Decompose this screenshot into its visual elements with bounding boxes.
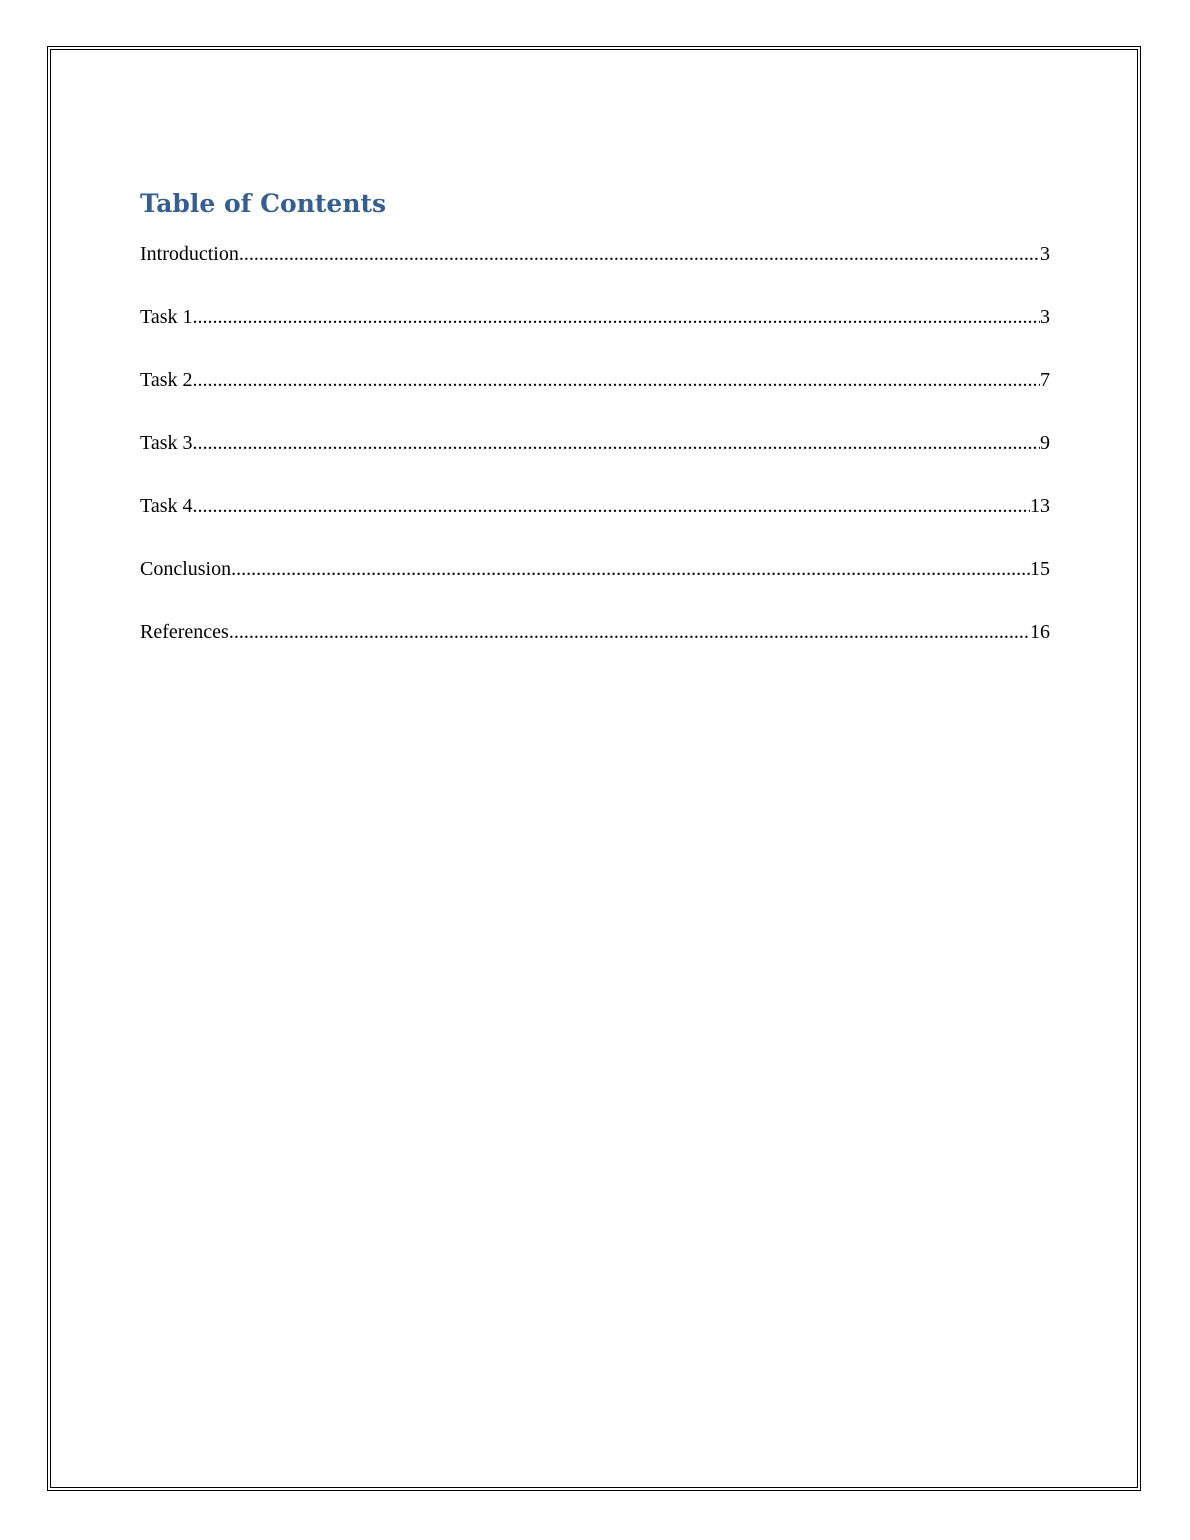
toc-dot-leader xyxy=(192,306,1040,329)
toc-entry-title: Introduction xyxy=(140,243,239,265)
toc-entry-title: Task 3 xyxy=(140,432,193,454)
toc-entry-page: 15 xyxy=(1030,558,1050,580)
toc-entry-title: Task 1 xyxy=(140,306,193,328)
toc-entry-task-1[interactable] xyxy=(140,306,1050,369)
toc-entry-title: Task 2 xyxy=(140,369,193,391)
toc-dot-leader xyxy=(192,495,1030,518)
toc-dot-leader xyxy=(229,621,1030,644)
toc-entry-task-2[interactable] xyxy=(140,369,1050,432)
toc-entry-page: 9 xyxy=(1040,432,1050,454)
document-content xyxy=(140,184,1050,684)
toc-entry-task-3[interactable] xyxy=(140,432,1050,495)
toc-dot-leader xyxy=(192,369,1040,392)
toc-entry-title: Conclusion xyxy=(140,558,232,580)
toc-dot-leader xyxy=(231,558,1030,581)
toc-dot-leader xyxy=(192,432,1040,455)
toc-entry-page: 7 xyxy=(1040,369,1050,391)
toc-entry-page: 3 xyxy=(1040,243,1050,265)
toc-entry-page: 13 xyxy=(1030,495,1050,517)
toc-entry-references[interactable] xyxy=(140,621,1050,684)
toc-entry-conclusion[interactable] xyxy=(140,558,1050,621)
toc-heading: Table of Contents xyxy=(140,189,387,218)
toc-entry-title: References xyxy=(140,621,229,643)
toc-entry-title: Task 4 xyxy=(140,495,193,517)
toc-entry-introduction[interactable] xyxy=(140,243,1050,306)
toc-entry-page: 16 xyxy=(1030,621,1050,643)
toc-entry-page: 3 xyxy=(1040,306,1050,328)
toc-dot-leader xyxy=(239,243,1040,266)
toc-list xyxy=(140,243,1050,684)
toc-entry-task-4[interactable] xyxy=(140,495,1050,558)
